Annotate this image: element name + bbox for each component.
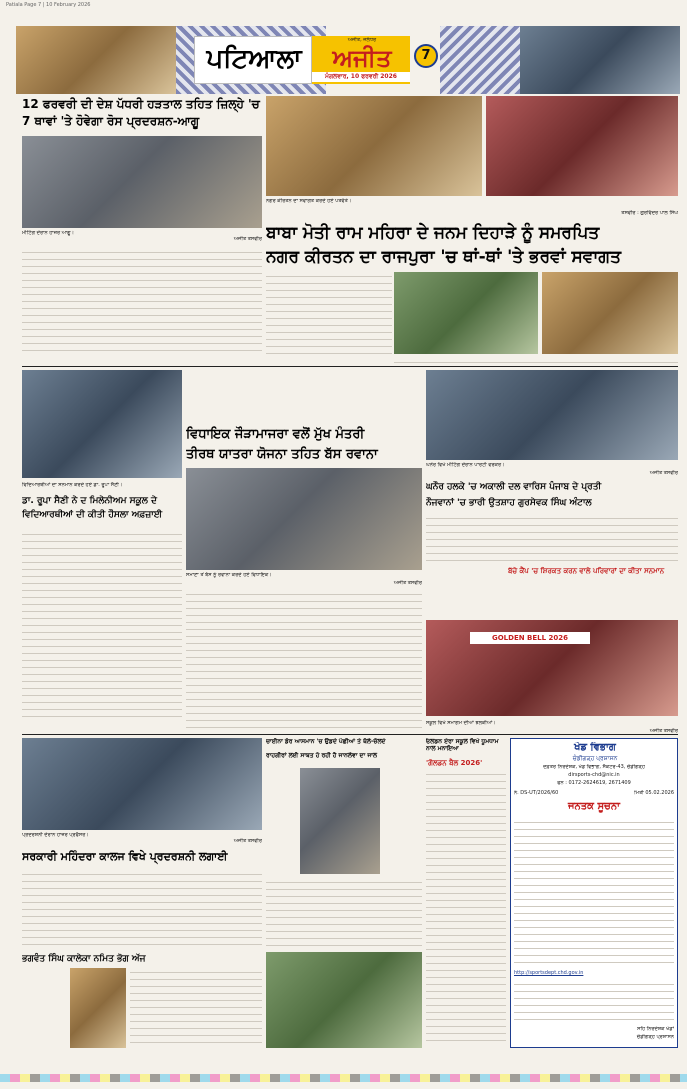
lead-byline: ਤਸਵੀਰ : ਗੁਰਵਿੰਦਰ ਪਾਲ ਸਿੰਘ [621, 210, 678, 216]
school-banner: GOLDEN BELL 2026 [470, 632, 590, 644]
exhibition-byline: ਅਜੀਤ ਤਸਵੀਰ [233, 838, 262, 844]
exhibition-photo [22, 738, 262, 830]
bus-body [186, 590, 422, 730]
masthead-date: ਮੰਗਲਵਾਰ, 10 ਫਰਵਰੀ 2026 [312, 72, 410, 82]
masthead-edition: ਅਜੀਤ, ਜਲੰਧਰ [347, 37, 377, 43]
school-body [426, 770, 506, 1046]
lead-caption: ਨਗਰ ਕੀਰਤਨ ਦਾ ਸਵਾਗਤ ਕਰਦੇ ਹੋਏ ਪਤਵੰਤੇ। [266, 198, 352, 204]
school-byline: ਅਜੀਤ ਤਸਵੀਰ [649, 728, 678, 734]
notice-signatory: ਸਹਿ ਨਿਰਦੇਸ਼ਕ ਖੇਡਾਂ [637, 1026, 674, 1032]
lead-photo-3 [394, 272, 538, 354]
lead-headline-line2: ਨਗਰ ਕੀਰਤਨ ਦਾ ਰਾਜਪੁਰਾ 'ਚ ਥਾਂ-ਥਾਂ 'ਤੇ ਭਰਵਾਂ ਸਵਾਗਤ [266, 247, 622, 267]
bus-photo [186, 468, 422, 570]
traffic-photo-2 [266, 952, 422, 1048]
school-subhead: 'ਗੋਲਡਨ ਬੈਲ 2026' [426, 759, 483, 767]
notice-dept: ਖੇਡ ਵਿਭਾਗ [574, 742, 616, 753]
notice-title: ਜਨਤਕ ਸੂਚਨਾ [568, 801, 620, 812]
strike-body [22, 248, 262, 356]
obituary-headline: ਭਗਵੰਤ ਸਿੰਘ ਕਾਲੇਕਾ ਨਮਿਤ ਭੋਗ ਅੱਜ [22, 954, 146, 964]
masthead-paper: ਅਜੀਤ [332, 44, 392, 72]
ghanaur-byline: ਅਜੀਤ ਤਸਵੀਰ [649, 470, 678, 476]
exhibition-caption: ਪ੍ਰਦਰਸ਼ਨੀ ਦੌਰਾਨ ਹਾਜ਼ਰ ਪ੍ਰੋਫੈਸਰ। [22, 832, 89, 838]
phillauri-caption: ਵਿਦਿਆਰਥੀਆਂ ਦਾ ਸਨਮਾਨ ਕਰਦੇ ਹੋਏ ਡਾ. ਰੂਪਾ ਸੈਣੀ। [22, 482, 123, 488]
notice-phone: ਫੋਨ : 0172-2624619, 2671409 [557, 780, 631, 786]
lead-headline-line1: ਬਾਬਾ ਮੋਤੀ ਰਾਮ ਮਹਿਰਾ ਦੇ ਜਨਮ ਦਿਹਾੜੇ ਨੂੰ ਸਮਰਪਿਤ [266, 223, 600, 243]
bus-caption: ਸਮਾਣਾ ਤੋਂ ਬੱਸ ਨੂੰ ਰਵਾਨਾ ਕਰਦੇ ਹੋਏ ਵਿਧਾਇਕ। [186, 572, 272, 578]
strike-photo [22, 136, 262, 228]
notice-body-2 [514, 980, 674, 1020]
exhibition-body [22, 870, 262, 948]
bus-headline-line2: ਤੀਰਥ ਯਾਤਰਾ ਯੋਜਨਾ ਤਹਿਤ ਬੱਸ ਰਵਾਨਾ [186, 447, 378, 462]
bus-byline: ਅਜੀਤ ਤਸਵੀਰ [393, 580, 422, 586]
notice-state: ਚੰਡੀਗੜ੍ਹ ਪ੍ਰਸ਼ਾਸਨ [572, 755, 618, 762]
strike-byline: ਅਜੀਤ ਤਸਵੀਰ [233, 236, 262, 242]
lead-photo-2 [486, 96, 678, 196]
lead-body-2 [394, 358, 678, 364]
notice-website[interactable]: http://sportsdept.chd.gov.in [514, 970, 584, 976]
lead-photo-4 [542, 272, 678, 354]
hirdaypal-headline: ਬੱਚੇ ਕੈਂਪ 'ਚ ਸ਼ਿਰਕਤ ਕਰਨ ਵਾਲੇ ਪਰਿਵਾਰਾਂ ਦਾ ਕੀਤਾ ਸਨਮਾਨ [508, 567, 665, 575]
divider-top [22, 366, 678, 367]
traffic-headline-line2: ਰਾਹਗੀਰਾਂ ਲਈ ਸਾਬਤ ਹੋ ਰਹੀ ਹੈ ਜਾਨਲੇਵਾ ਦਾ ਜਾਲ [266, 752, 378, 759]
school-headline: ਓਲਡਨ ਏਰਾ ਸਕੂਲ ਵਿਖੇ ਧੂਮਧਾਮ ਨਾਲ ਮਨਾਇਆ [426, 738, 499, 752]
obituary-photo [70, 968, 126, 1048]
exhibition-headline: ਸਰਕਾਰੀ ਮਹਿੰਦਰਾ ਕਾਲਜ ਵਿਖੇ ਪ੍ਰਦਰਸ਼ਨੀ ਲਗਾਈ [22, 850, 228, 863]
masthead-right-photo [520, 26, 680, 94]
notice-signatory-role: ਚੰਡੀਗੜ੍ਹ ਪ੍ਰਸ਼ਾਸਨ [636, 1034, 674, 1040]
ghanaur-photo [426, 370, 678, 460]
ghanaur-caption: ਘਨੌਰ ਵਿਖੇ ਮੀਟਿੰਗ ਦੌਰਾਨ ਪਾਰਟੀ ਵਰਕਰ। [426, 462, 505, 468]
notice-body [514, 818, 674, 968]
phillauri-body [22, 530, 182, 718]
strike-headline: 12 ਫਰਵਰੀ ਦੀ ਦੇਸ਼ ਪੱਧਰੀ ਹੜਤਾਲ ਤਹਿਤ ਜ਼ਿਲ੍ਹੇ 'ਚ 7 ਥਾਵਾਂ 'ਤੇ ਹੋਵੇਗਾ ਰੋਸ ਪ੍ਰਦਰਸ਼ਨ-ਆਗੂ [22, 97, 260, 128]
bus-headline-line1: ਵਿਧਾਇਕ ਜੌੜਾਮਾਜਰਾ ਵਲੋਂ ਮੁੱਖ ਮੰਤਰੀ [186, 427, 365, 442]
ghanaur-body [426, 514, 678, 564]
phillauri-photo [22, 370, 182, 478]
traffic-headline-line1: ਚਾਈਨਾ ਡੋਰ ਆਸਮਾਨ 'ਚ ਉਡਦੇ ਪੰਛੀਆਂ ਤੇ ਥੱਲੇ-ਚੱਲਦੇ [266, 738, 386, 745]
ghanaur-headline-line1: ਘਨੌਰ ਹਲਕੇ 'ਚ ਅਕਾਲੀ ਦਲ ਵਾਰਿਸ ਪੰਜਾਬ ਦੇ ਪ੍ਰਤੀ [426, 482, 602, 492]
phillauri-headline: ਡਾ. ਰੂਪਾ ਸੈਣੀ ਨੇ ਦ ਮਿਲੇਨੀਅਮ ਸਕੂਲ ਦੇ ਵਿਦਿਆਰਥੀਆਂ ਦੀ ਕੀਤੀ ਹੌਸਲਾ ਅਫ਼ਜ਼ਾਈ [22, 496, 163, 520]
masthead-city: ਪਟਿਆਲਾ [206, 44, 302, 74]
notice-email: dirsports-chd@nic.in [568, 772, 620, 778]
notice-address: ਦਫ਼ਤਰ ਨਿਰਦੇਸ਼ਕ, ਖੇਡ ਵਿਭਾਗ, ਸੈਕਟਰ-43, ਚੰਡੀਗੜ੍ਹ [543, 764, 645, 770]
ghanaur-headline-line2: ਨੌਜਵਾਨਾਂ 'ਚ ਭਾਰੀ ਉਤਸ਼ਾਹ ਗੁਰਸੇਵਕ ਸਿੰਘ ਅੰਟਾਲ [426, 498, 592, 508]
notice-ref: ਨੰ. DS-UT/2026/60 [514, 790, 559, 796]
lead-photo-1 [266, 96, 482, 196]
page-number: 7 [414, 44, 438, 68]
school-caption: ਸਕੂਲ ਵਿਖੇ ਸਮਾਗਮ ਦੀਆਂ ਝਲਕੀਆਂ। [426, 720, 496, 726]
masthead-left-photo [16, 26, 176, 94]
obituary-body [130, 968, 262, 1048]
lead-body-1 [266, 272, 392, 360]
print-color-bar [0, 1074, 687, 1082]
traffic-photo [300, 768, 380, 874]
notice-dated: ਮਿਤੀ 05.02.2026 [634, 790, 674, 796]
divider-mid [22, 734, 678, 735]
masthead-right-pattern [440, 26, 520, 94]
print-meta: Patiala Page 7 | 10 February 2026 [6, 2, 91, 8]
strike-caption: ਮੀਟਿੰਗ ਦੌਰਾਨ ਹਾਜ਼ਰ ਆਗੂ। [22, 230, 74, 236]
traffic-body [266, 878, 422, 948]
